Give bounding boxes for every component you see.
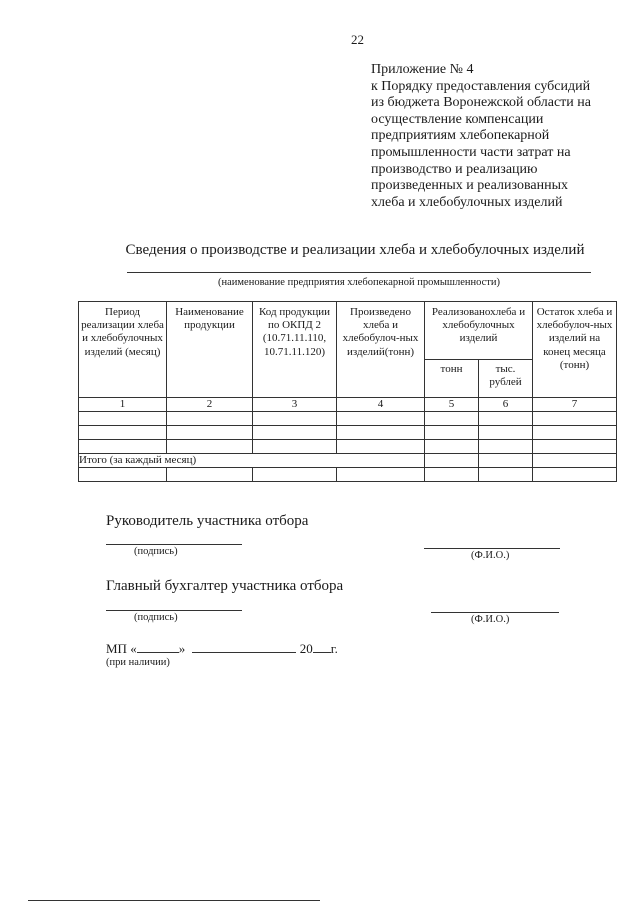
org-name-field[interactable] [127,272,591,273]
appendix-line: осуществление компенсации [371,111,544,127]
table-cell[interactable] [337,412,425,426]
table-row [79,468,617,482]
year-field[interactable] [313,640,331,653]
table-cell[interactable] [533,468,617,482]
table-cell[interactable] [425,426,479,440]
appendix-line: из бюджета Воронежской области на [371,95,591,111]
table-cell[interactable] [79,426,167,440]
total-row [79,454,617,468]
header-sold-tons: тонн [425,360,479,398]
head-title: Руководитель участника отбора [106,513,309,529]
table-cell[interactable] [79,440,167,454]
head-signature-caption: (подпись) [134,546,178,557]
year-prefix: 20 [299,641,313,656]
accountant-signature-caption: (подпись) [134,612,178,623]
appendix-line: предприятиям хлебопекарной [371,128,550,144]
column-number: 5 [425,398,479,412]
head-name-caption: (Ф.И.О.) [471,550,510,561]
stamp-date-line [106,640,338,657]
table-cell[interactable] [253,412,337,426]
total-label: Итого (за каждый месяц) [79,454,425,468]
table-cell[interactable] [79,412,167,426]
table-row [79,426,617,440]
accountant-signature-field[interactable] [106,610,242,611]
table-cell[interactable] [253,468,337,482]
header-period: Период реализации хлеба и хлебобулочных изделий (месяц) [79,302,167,398]
table-cell[interactable] [337,468,425,482]
appendix-line: Приложение № 4 [371,62,474,77]
header-sold-rub: тыс. рублей [479,360,533,398]
table-cell[interactable] [479,440,533,454]
year-suffix: г. [330,641,338,656]
table-row [79,412,617,426]
appendix-line: к Порядку предоставления субсидий [371,78,591,94]
header-produced: Произведено хлеба и хлебобулоч-ных изделий(тонн) [337,302,425,398]
column-number: 7 [533,398,617,412]
table-cell[interactable] [479,426,533,440]
month-field[interactable] [192,640,296,653]
appendix-line: хлеба и хлебобулочных изделий [371,194,563,210]
day-field[interactable] [137,640,179,653]
table-cell[interactable] [167,440,253,454]
header-sold: Реализованохлеба и хлебобулочных изделий [425,302,533,360]
stamp-note: (при наличии) [106,657,170,668]
header-code: Код продукции по ОКПД 2 (10.71.11.110, 10.71.11.120) [253,302,337,398]
table-cell[interactable] [533,412,617,426]
header-product-name: Наименование продукции [167,302,253,398]
column-number: 6 [479,398,533,412]
org-name-caption: (наименование предприятия хлебопекарной промышленности) [218,277,500,288]
column-number: 2 [167,398,253,412]
form-title: Сведения о производстве и реализации хлеба и хлебобулочных изделий [125,242,585,258]
table-cell[interactable] [167,412,253,426]
column-number: 3 [253,398,337,412]
table-cell[interactable] [167,468,253,482]
appendix-line: промышленности части затрат на [371,144,571,160]
accountant-name-field[interactable] [431,612,559,613]
column-number: 1 [79,398,167,412]
table-cell[interactable] [79,468,167,482]
table-cell[interactable] [425,454,479,468]
table-cell[interactable] [253,440,337,454]
table-cell[interactable] [533,454,617,468]
head-name-field[interactable] [424,548,560,549]
table-cell[interactable] [337,440,425,454]
table-cell[interactable] [337,426,425,440]
page-number: 22 [351,32,364,47]
appendix-line: произведенных и реализованных [371,178,568,194]
accountant-name-caption: (Ф.И.О.) [471,614,510,625]
table-cell[interactable] [479,454,533,468]
table-cell[interactable] [167,426,253,440]
appendix-header [371,62,633,211]
mp-quote-close: » [178,641,186,656]
table-cell[interactable] [479,412,533,426]
table-cell[interactable] [479,468,533,482]
table-cell[interactable] [425,468,479,482]
bottom-rule [28,900,320,901]
production-table [78,301,617,482]
accountant-title: Главный бухгалтер участника отбора [106,578,344,594]
header-remainder: Остаток хлеба и хлебобулоч-ных изделий на конец месяца (тонн) [533,302,617,398]
column-number: 4 [337,398,425,412]
appendix-line: производство и реализацию [371,161,538,177]
head-signature-field[interactable] [106,544,242,545]
table-cell[interactable] [253,426,337,440]
table-cell[interactable] [425,440,479,454]
table-cell[interactable] [425,412,479,426]
table-row [79,440,617,454]
table-cell[interactable] [533,426,617,440]
table-cell[interactable] [533,440,617,454]
mp-prefix: МП « [106,641,137,656]
